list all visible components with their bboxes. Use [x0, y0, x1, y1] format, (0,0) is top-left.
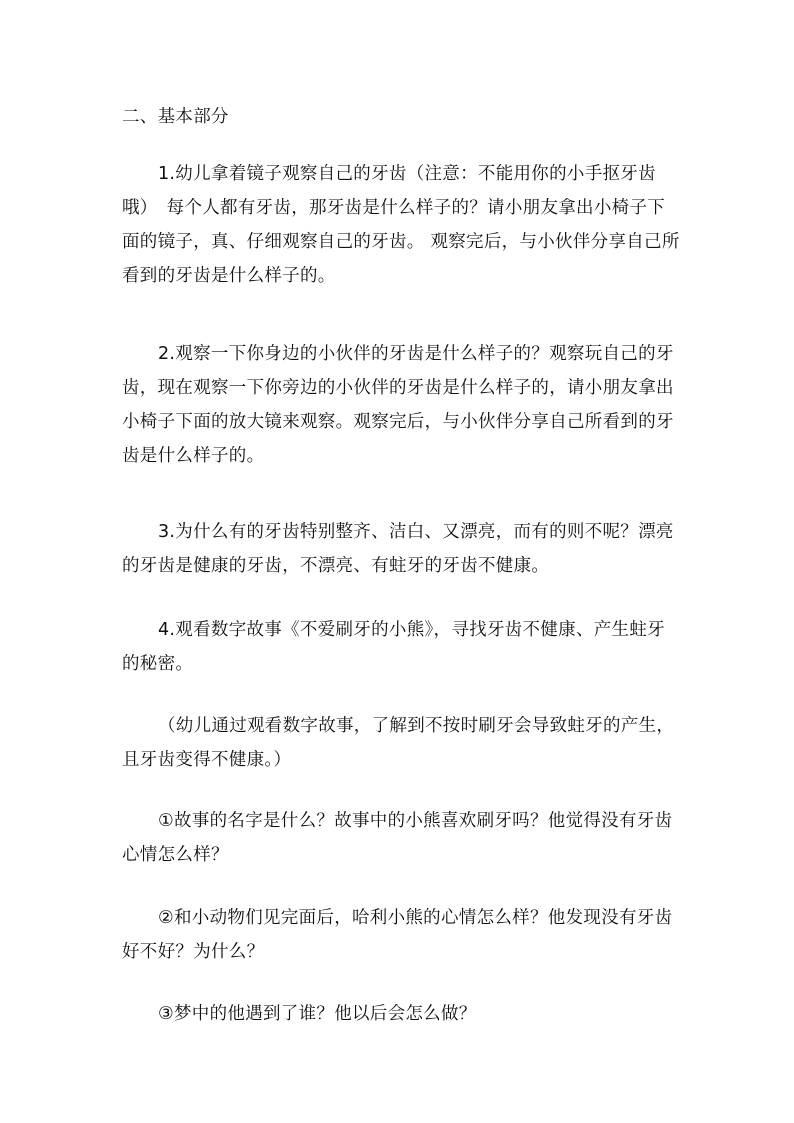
question-1: ①故事的名字是什么？故事中的小熊喜欢刷牙吗？他觉得没有牙齿心情怎么样？ — [122, 811, 673, 865]
question-2: ②和小动物们见完面后，哈利小熊的心情怎么样？他发现没有牙齿好不好？为什么？ — [122, 908, 673, 962]
paragraph-2: 2.观察一下你身边的小伙伴的牙齿是什么样子的？观察玩自己的牙齿，现在观察一下你旁边的小伙伴的牙齿是什么样子的，请小朋友拿出小椅子下面的放大镜来观察。观察完后，与小伙伴分享自己所看到的牙齿是什么样子的。 — [122, 344, 674, 466]
question-3: ③梦中的他遇到了谁？他以后会怎么做？ — [158, 1004, 477, 1024]
paragraph-3: 3.为什么有的牙齿特别整齐、洁白、又漂亮，而有的则不呢？漂亮的牙齿是健康的牙齿，不漂亮、有蛀牙的牙齿不健康。 — [122, 522, 674, 576]
paragraph-5: （幼儿通过观看数字故事，了解到不按时刷牙会导致蛀牙的产生，且牙齿变得不健康。） — [122, 716, 675, 770]
paragraph-1: 1.幼儿拿着镜子观察自己的牙齿（注意：不能用你的小手抠牙齿哦） 每个人都有牙齿，那牙齿是什么样子的？请小朋友拿出小椅子下面的镜子，真、仔细观察自己的牙齿。 观察完后，与小伙伴分享自己所看到的牙齿是什么样子的。 — [122, 164, 680, 286]
paragraph-4: 4.观看数字故事《不爱刷牙的小熊》，寻找牙齿不健康、产生蛀牙的秘密。 — [122, 620, 665, 674]
section-heading: 二、基本部分 — [122, 107, 229, 127]
